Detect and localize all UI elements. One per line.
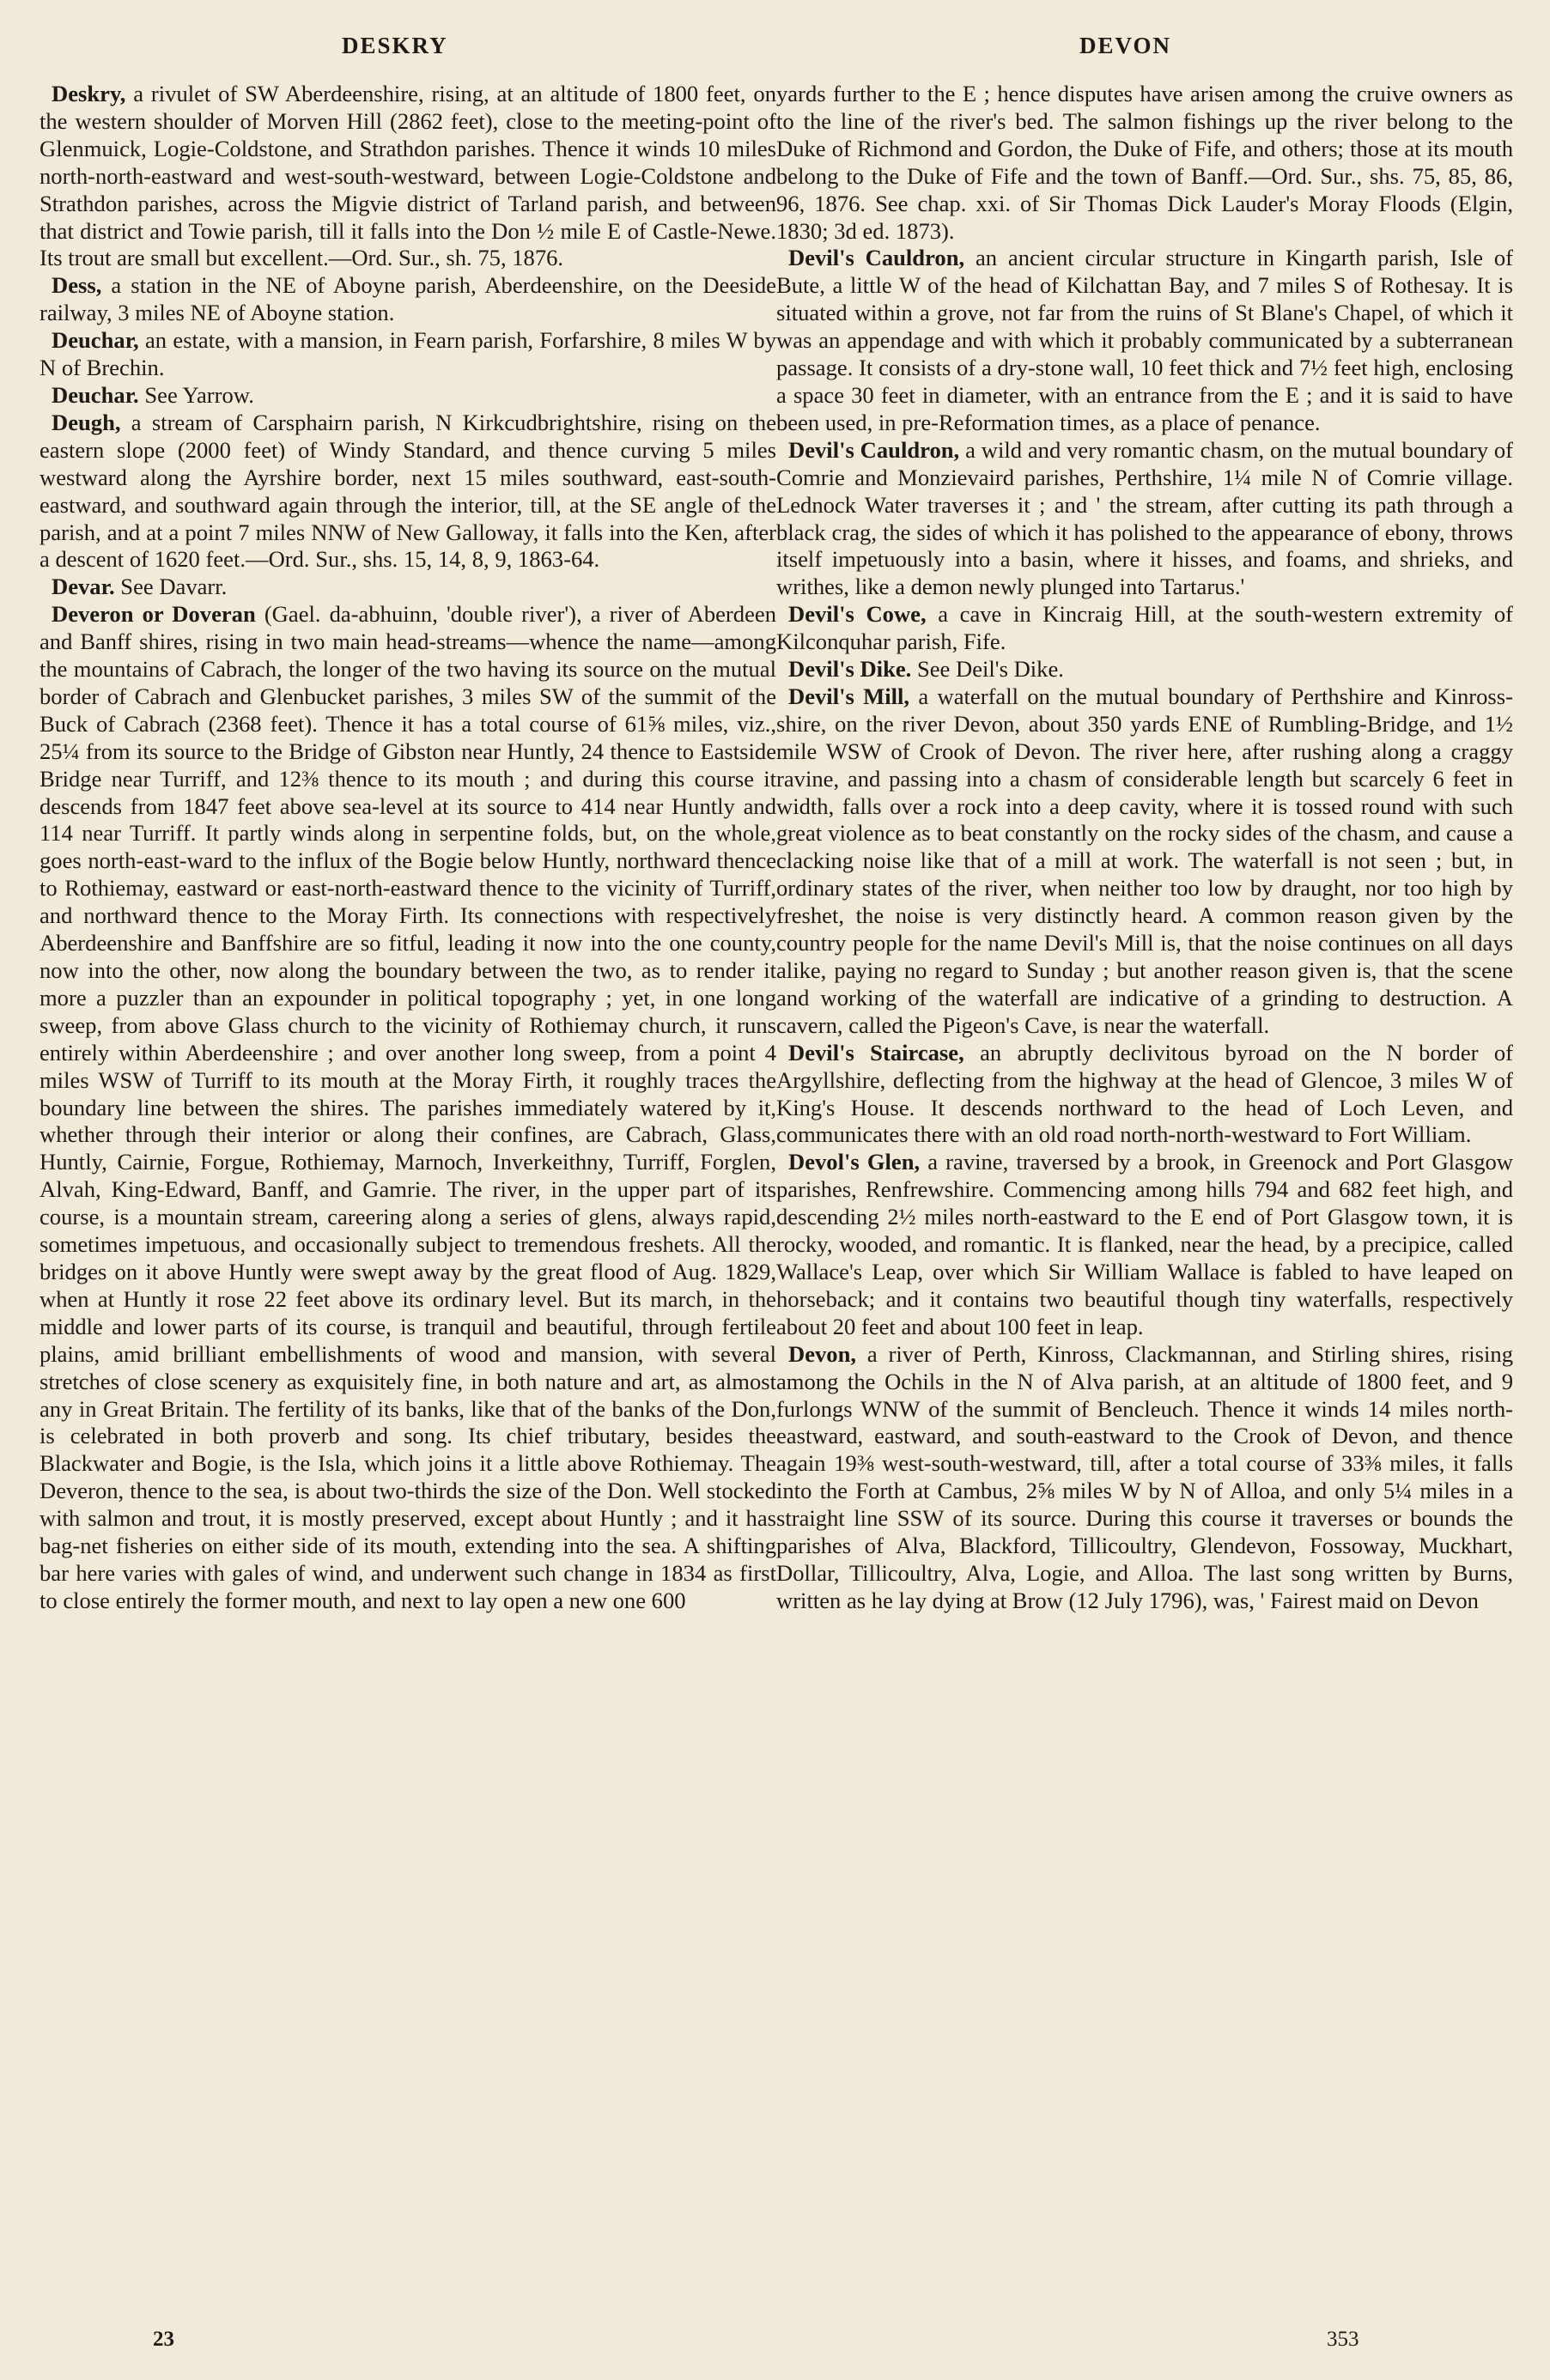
header-right-word: DEVON [1079,33,1171,58]
page-number: 353 [1327,2328,1359,2351]
entry-text: an abruptly declivitous byroad on the N border of Argyllshire, deflecting from the highway at the head of Glencoe, 3 miles W of King's House. It descends northward to the head of Loch Leven, and communicates there with an old road north-north-westward to Fort William. [776,1039,1514,1148]
entry-headword: Devil's Cauldron, [788,436,960,463]
entry-text: a wild and very romantic chasm, on the mutual boundary of Comrie and Monzievaird parishes, Perthshire, 1¼ mile N of Comrie village. Lednock Water traverses it ; and ' the stream, after cutting its path through a black crag, the sides of which it has polished to the appearance of ebony, throws itself impetuously into a basin, where it hisses, and foams, and shrieks, and writhes, like a demon newly plunged into Tartarus.' [776,436,1514,600]
entry-devils-mill [776,683,1513,1040]
header-left-word: DESKRY [342,33,448,58]
running-header [0,33,1550,67]
entry-headword: Deveron or Doveran [52,601,256,628]
entry-deuchar-estate [40,327,776,382]
entry-headword: Devil's Mill, [788,683,910,709]
entry-headword: Deuchar, [52,327,139,354]
entry-devar [40,574,776,601]
entry-text: a station in the NE of Aboyne parish, Aberdeenshire, on the Deeside railway, 3 miles NE of Aboyne station. [40,272,776,326]
entry-headword: Dess, [52,272,102,299]
entry-devon [776,1341,1513,1615]
entry-deveron-continued [776,81,1513,245]
right-column [776,81,1513,1615]
entry-text: an estate, with a mansion, in Fearn parish, Forfarshire, 8 miles W by N of Brechin. [40,327,776,381]
entry-headword: Devil's Staircase, [788,1039,964,1066]
entry-deveron [40,601,776,1615]
entry-text: an ancient circular structure in Kingarth parish, Isle of Bute, a little W of the head of Kilchattan Bay, and 7 miles S of Rothesay. It is situated within a grove, not far from the ruins of St Blane's Chapel, of which it was an appendage and with which it probably communicated by a subterranean passage. It consists of a dry-stone wall, 10 feet thick and 7½ feet high, enclosing a space 30 feet in diameter, with an entrance from the E ; and it is said to have been used, in pre-Reformation times, as a place of penance. [776,245,1513,435]
entry-headword: Devil's Cowe, [788,601,927,628]
entry-headword: Deskry, [52,81,126,106]
signature-number: 23 [153,2328,174,2351]
entry-deuchar-see [40,382,776,410]
entry-text: a waterfall on the mutual boundary of Perthshire and Kinross-shire, on the river Devon, about 350 yards ENE of Rumbling-Bridge, and 1½ mile WSW of Crook of Devon. The river here, after rushing along a craggy ravine, and passing into a chasm of considerable length but scarcely 6 feet in width, falls over a rock into a deep cavity, where it is tossed round with such great violence as to beat constantly on the rocky sides of the chasm, and cause a clacking noise like that of a mill at work. The waterfall is not seen ; but, in ordinary states of the river, when neither too low by draught, nor too high by freshet, the noise is very distinctly heard. A common reason given by the country people for the name Devil's Mill is, that the noise continues on all days alike, paying no regard to Sunday ; but another reason given is, that the scene and working of the waterfall are indicative of a grinding to destruction. A cavern, called the Pigeon's Cave, is near the waterfall. [776,683,1513,1038]
entry-headword: Devil's Dike. [788,656,912,683]
entry-devils-cauldron-comrie [776,437,1513,601]
entry-text: a stream of Carsphairn parish, N Kirkcudbrightshire, rising on the eastern slope (2000 feet) of Windy Standard, and thence curving 5 miles westward along the Ayrshire border, next 15 miles southward, east-south-eastward, and southward again through the interior, till, at the SE angle of the parish, and at a point 7 miles NNW of New Galloway, it falls into the Ken, after a descent of 1620 feet.—Ord. Sur., shs. 15, 14, 8, 9, 1863-64. [40,409,776,573]
entry-text: See Davarr. [114,574,228,600]
entry-headword: Devar. [52,574,115,600]
entry-devils-dike [776,656,1513,683]
left-column [40,81,776,1615]
entry-deugh [40,410,776,574]
entry-devils-cauldron-bute [776,245,1513,436]
entry-headword: Devil's Cauldron, [788,245,965,271]
entry-text: yards further to the E ; hence disputes have arisen among the cruive owners as to the line of the river's bed. The salmon fishings up the river belong to the Duke of Richmond and Gordon, the Duke of Fife, and others; those at its mouth belong to the Duke of Fife and the town of Banff.—Ord. Sur., shs. 75, 85, 86, 96, 1876. See chap. xxi. of Sir Thomas Dick Lauder's Moray Floods (Elgin, 1830; 3d ed. 1873). [776,81,1513,244]
entry-text: (Gael. da-abhuinn, 'double river'), a river of Aberdeen and Banff shires, rising in two main head-streams—whence the name—among the mountains of Cabrach, the longer of the two having its source on the mutual border of Cabrach and Glenbucket parishes, 3 miles SW of the summit of the Buck of Cabrach (2368 feet). Thence it has a total course of 61⅝ miles, viz., 25¼ from its source to the Bridge of Gibston near Huntly, 24 thence to Eastside Bridge near Turriff, and 12⅜ thence to its mouth ; and during this course it descends from 1847 feet above sea-level at its source to 414 near Huntly and 114 near Turriff. It partly winds along in serpentine folds, but, on the whole, goes north-east-ward to the influx of the Bogie below Huntly, northward thence to Rothiemay, eastward or east-north-eastward thence to the vicinity of Turriff, and northward thence to the Moray Firth. Its connections with respectively Aberdeenshire and Banffshire are so fitful, leading it now into the one county, now into the other, now along the boundary between the two, as to render it more a puzzler than an expounder in political topography ; yet, in one long sweep, from above Glass church to the vicinity of Rothiemay church, it runs entirely within Aberdeenshire ; and over another long sweep, from a point 4 miles WSW of Turriff to its mouth at the Moray Firth, it roughly traces the boundary line between the shires. The parishes immediately watered by it, whether through their interior or along their confines, are Cabrach, Glass, Huntly, Cairnie, Forgue, Rothiemay, Marnoch, Inverkeithny, Turriff, Forglen, Alvah, King-Edward, Banff, and Gamrie. The river, in the upper part of its course, is a mountain stream, careering along a series of glens, always rapid, sometimes impetuous, and occasionally subject to tremendous freshets. All the bridges on it above Huntly were swept away by the great flood of Aug. 1829, when at Huntly it rose 22 feet above its ordinary level. But its march, in the middle and lower parts of its course, is tranquil and beautiful, through fertile plains, amid brilliant embellishments of wood and mansion, with several stretches of close scenery as exquisitely fine, in both nature and art, as almost any in Great Britain. The fertility of its banks, like that of the banks of the Don, is celebrated in both proverb and song. Its chief tributary, besides the Blackwater and Bogie, is the Isla, which joins it a little above Rothiemay. The Deveron, thence to the sea, is about two-thirds the size of the Don. Well stocked with salmon and trout, it is mostly preserved, except about Huntly ; and it has bag-net fisheries on either side of its mouth, extending into the sea. A shifting bar here varies with gales of wind, and underwent such change in 1834 as first to close entirely the former mouth, and next to lay open a new one 600 [40,601,776,1613]
entry-text: a cave in Kincraig Hill, at the south-western extremity of Kilconquhar parish, Fife. [776,601,1513,655]
entry-text: See Yarrow. [138,381,254,408]
entry-headword: Deugh, [52,409,121,435]
entry-text: See Deil's Dike. [911,656,1064,683]
entry-headword: Deuchar. [52,381,139,408]
entry-devils-cowe [776,601,1513,656]
entry-deskry [40,81,776,272]
entry-text: a rivulet of SW Aberdeenshire, rising, at an altitude of 1800 feet, on the western shoulder of Morven Hill (2862 feet), close to the meeting-point of Glenmuick, Logie-Coldstone, and Strathdon parishes. Thence it winds 10 miles north-north-eastward and west-south-westward, between Logie-Coldstone and Strathdon parishes, across the Migvie district of Tarland parish, and between that district and Towie parish, till it falls into the Don ½ mile E of Castle-Newe. Its trout are small but excellent.—Ord. Sur., sh. 75, 1876. [40,81,776,271]
entry-headword: Devon, [788,1340,857,1367]
entry-headword: Devol's Glen, [788,1149,921,1175]
entry-text: a ravine, traversed by a brook, in Greenock and Port Glasgow parishes, Renfrewshire. Commencing among hills 794 and 682 feet high, and descending 2½ miles north-eastward to the E end of Port Glasgow town, it is rocky, wooded, and romantic. It is flanked, near the head, by a precipice, called Wallace's Leap, over which Sir William Wallace is fabled to have leaped on horseback; and it contains two beautiful though tiny waterfalls, respectively about 20 feet and about 100 feet in leap. [776,1149,1513,1339]
entry-devils-staircase [776,1040,1513,1150]
entry-dess [40,272,776,327]
entry-devols-glen [776,1149,1513,1340]
entry-text: a river of Perth, Kinross, Clackmannan, and Stirling shires, rising among the Ochils in the N of Alva parish, at an altitude of 1800 feet, and 9 furlongs WNW of the summit of Bencleuch. Thence it winds 14 miles north-eastward, eastward, and south-eastward to the Crook of Devon, and thence again 19⅜ west-south-westward, till, after a total course of 33⅜ miles, it falls into the Forth at Cambus, 2⅝ miles W by N of Alloa, and only 5¼ miles in a straight line SSW of its source. During this course it traverses or bounds the parishes of Alva, Blackford, Tillicoultry, Glendevon, Fossoway, Muckhart, Dollar, Tillicoultry, Alva, Logie, and Alloa. The last song written by Burns, written as he lay dying at Brow (12 July 1796), was, ' Fairest maid on Devon [776,1340,1513,1613]
